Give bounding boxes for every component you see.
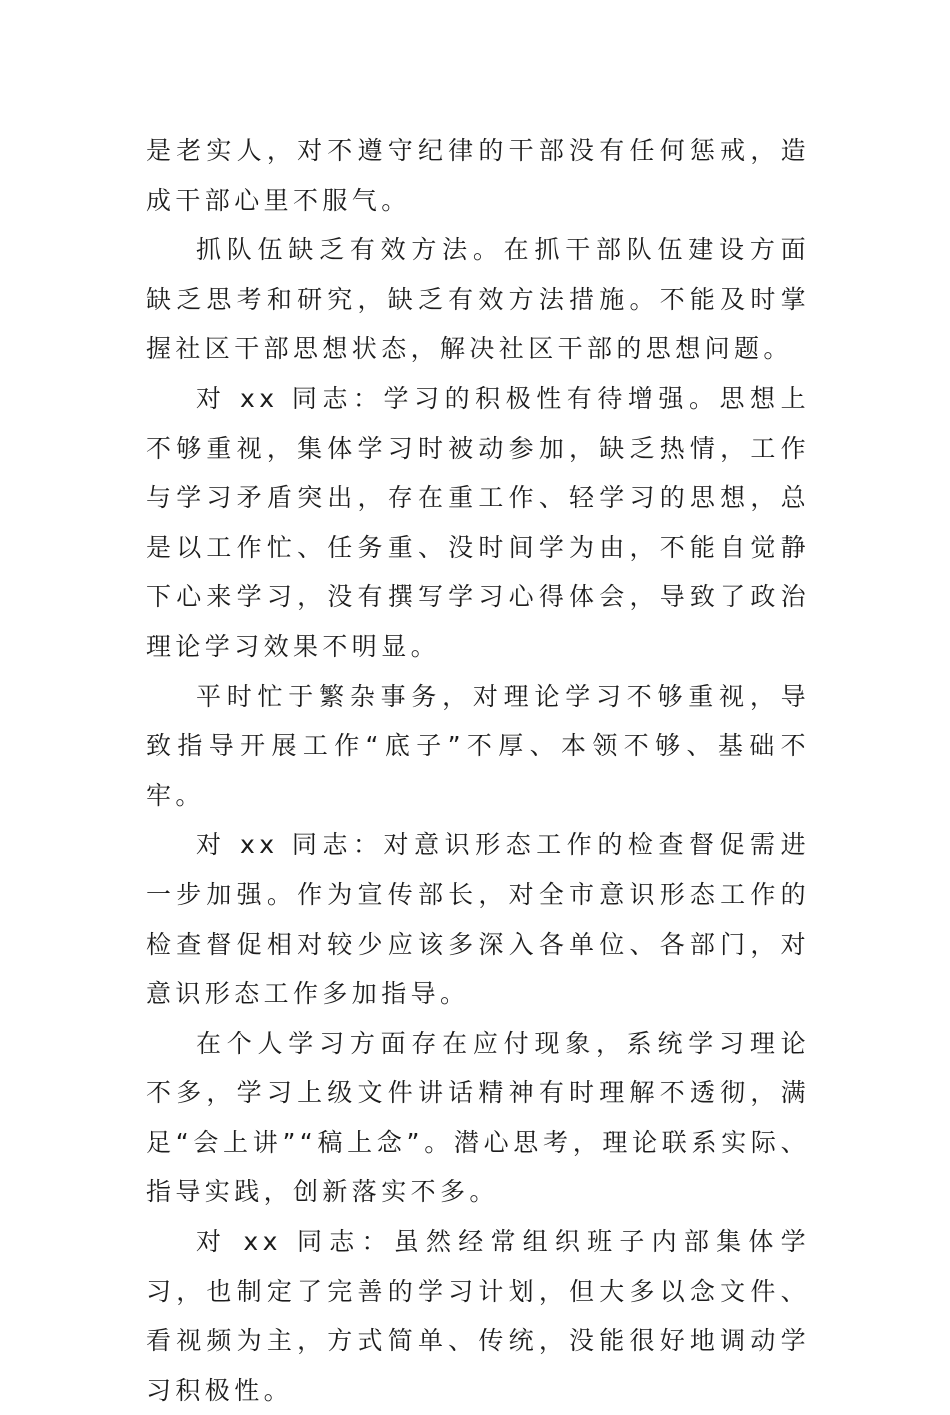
paragraph-4: 平时忙于繁杂事务，对理论学习不够重视，导致指导开展工作“底子”不厚、本领不够、基础不牢。 [146,681,810,810]
paragraph-7: 对 xx 同志：虽然经常组织班子内部集体学习，也制定了完善的学习计划，但大多以念文件、看视频为主，方式简单、传统，没能很好地调动学习积极性。 [146,1227,810,1405]
paragraph-2: 抓队伍缺乏有效方法。在抓干部队伍建设方面缺乏思考和研究，缺乏有效方法措施。不能及时掌握社区干部思想状态，解决社区干部的思想问题。 [146,235,810,364]
paragraph-6: 在个人学习方面存在应付现象，系统学习理论不多，学习上级文件讲话精神有时理解不透彻，满足“会上讲”“稿上念”。潜心思考，理论联系实际、指导实践，创新落实不多。 [146,1028,810,1207]
paragraph-1: 是老实人，对不遵守纪律的干部没有任何惩戒，造成干部心里不服气。 [146,136,810,215]
paragraph-3: 对 xx 同志：学习的积极性有待增强。思想上不够重视，集体学习时被动参加，缺乏热情，工作与学习矛盾突出，存在重工作、轻学习的思想，总是以工作忙、任务重、没时间学为由，不能自觉静下心来学习，没有撰写学习心得体会，导致了政治理论学习效果不明显。 [146,383,810,661]
paragraph-5: 对 xx 同志：对意识形态工作的检查督促需进一步加强。作为宣传部长，对全市意识形态工作的检查督促相对较少应该多深入各单位、各部门，对意识形态工作多加指导。 [146,830,810,1009]
document-body [146,126,810,1415]
